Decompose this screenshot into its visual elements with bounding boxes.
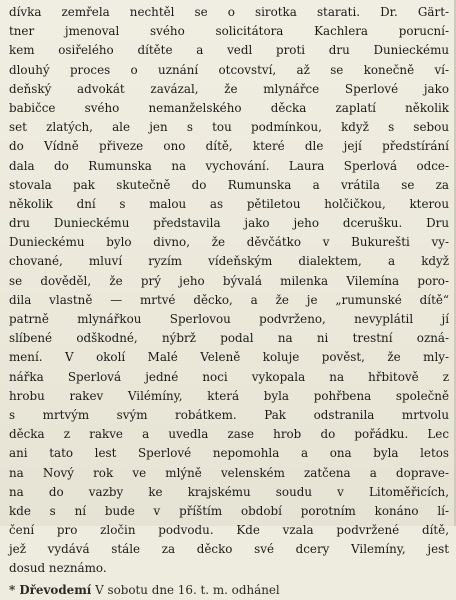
- article-line: ani tato lest Sperlové nepomohla a ona byla letos: [9, 446, 449, 461]
- article-line: slíbené odškodné, nýbrž podal na ni trestní ozná-: [9, 331, 449, 346]
- article-line: stovala pak skutečně do Rumunska a vrátila se za: [9, 177, 449, 192]
- next-article-text: V sobotu dne 16. t. m. odhánel: [91, 582, 280, 597]
- article-line: dru Dunieckému představila jako jeho dcerušku. Dru: [9, 216, 449, 231]
- article-line: dila vlastně — mrtvé děcko, a že je „rumunské dítě“: [9, 292, 449, 307]
- article-line: set zlatých, ale jen s tou podmínkou, když s sebou: [9, 120, 449, 135]
- next-article-title: * Dřevodemí: [9, 582, 92, 597]
- article-line: Dunieckému bylo divno, že děvčátko v Bukurešti vy-: [9, 235, 449, 250]
- article-line: dívka zemřela nechtěl se o sirotka starati. Dr. Gärt-: [9, 5, 449, 19]
- article-line: několik dní s malou as pětiletou holčičkou, kterou: [9, 196, 449, 211]
- article-line: jež vydává stále za děcko své dcery Vilemíny, jest: [9, 542, 449, 557]
- article-line: deňský advokát zavázal, že mlynářce Sperlové jako: [9, 81, 449, 96]
- article-line: dlouhý proces o uznání otcovství, až se konečně ví-: [9, 62, 449, 77]
- article-line: na Nový rok ve mlýně velenském zatčena a doprave-: [9, 465, 449, 480]
- article-line: kem osiřelého dítěte a vedl proti dru Dunieckému: [9, 43, 449, 58]
- article-line: mení. V okolí Malé Veleně koluje pověst, že mly-: [9, 350, 449, 365]
- article-line: chované, mluví ryzím vídeňským dialektem, a když: [9, 254, 449, 269]
- article-line: dosud neznámo.: [9, 561, 107, 576]
- article-line: na do vazby ke krajskému soudu v Litoměřicích,: [9, 484, 449, 499]
- article-line: do Vídně přiveze ono dítě, které dle její předstírání: [9, 139, 449, 154]
- article-line: dala do Rumunska na vychování. Laura Sperlová odce-: [9, 158, 449, 173]
- article-line: tner jmenoval svého solicitátora Kachlera porucní-: [9, 24, 449, 39]
- article-line: s mrtvým svým robátkem. Pak odstranila mrtvolu: [9, 407, 449, 422]
- article-line: kde s ní bude v příštím období porotním konáno lí-: [9, 503, 449, 518]
- article-line: se dověděl, že prý jeho bývalá milenka Vilemína poro-: [9, 273, 449, 288]
- article-line: nářka Sperlová jedné noci vykopala na hřbitově z: [9, 369, 449, 384]
- article-line: patrně mlynářkou Sperlovou podvrženo, nevyplátil jí: [9, 312, 449, 326]
- article-line: babičce svého nemanželského děcka zaplatí několik: [9, 100, 449, 115]
- next-article-heading-line: [9, 581, 449, 600]
- article-line: hrobu rakev Vilémíny, která byla pohřbena společně: [9, 388, 449, 403]
- article-line: čení pro zločin podvodu. Kde vzala podvržené dítě,: [9, 523, 449, 538]
- article-line: děcka z rakve a uvedla zase hrob do pořádku. Lec: [9, 427, 449, 442]
- article-column: [9, 3, 449, 598]
